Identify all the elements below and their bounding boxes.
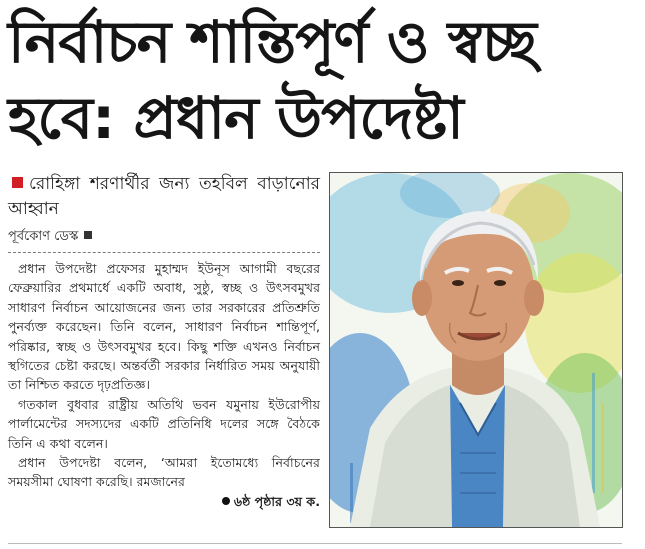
paragraph-3: প্রধান উপদেষ্টা বলেন, ‘আমরা ইতোমধ্যে নির্বাচনের সময়সীমা ঘোষণা করেছি। রমজানের [8,455,320,490]
byline-text: পূর্বকোণ ডেস্ক [8,229,79,244]
subheadline [8,172,320,222]
bottom-divider [8,543,622,544]
byline-square-icon [84,231,92,239]
continuation-note [8,492,320,511]
portrait-illustration [329,172,623,528]
article-column [8,172,320,544]
paragraph-1: প্রধান উপদেষ্টা প্রফেসর মুহাম্মদ ইউনূস আগামী বছরের ফেব্রুয়ারির প্রথমার্ধে একটি অবাধ, সুষ্ঠু, স্বচ্ছ ও উৎসবমুখর সাধারণ নির্বাচন আয়োজনের জন্য তার সরকারের প্রতিশ্রুতি পুনর্ব্যক্ত করেছেন। তিনি বলেন, সাধারণ নির্বাচন শান্তিপূর্ণ, পরিষ্কার, স্বচ্ছ ও উৎসবমুখর হবে। কিছু শক্তি এখনও নির্বাচন স্থগিতের চেষ্টা করছে। অন্তর্বর্তী সরকার নির্ধারিত সময় অনুযায়ী তা নিশ্চিত করতে দৃঢ়প্রতিজ্ঞ। [8,261,320,393]
byline [8,228,320,246]
headline-line-2: হবে: প্রধান উপদেষ্টা [8,84,463,152]
red-square-icon [12,177,23,188]
article-body [8,259,320,492]
paragraph-2: গতকাল বুধবার রাষ্ট্রীয় অতিথি ভবন যমুনায় ইউরোপীয় পার্লামেন্টের সদস্যদের একটি প্রতিনিধি দলের সঙ্গে বৈঠকে তিনি এ কথা বলেন। [8,396,320,451]
divider [8,252,320,253]
headline-line-1: নির্বাচন শান্তিপূর্ণ ও স্বচ্ছ [8,8,536,76]
subheadline-text: রোহিঙ্গা শরণার্থীর জন্য তহবিল বাড়ানোর আহ্বান [8,174,320,219]
bullet-icon [222,497,230,505]
watercolor-portrait [330,173,622,527]
continuation-text: ৬ষ্ঠ পৃষ্ঠার ৩য় ক. [233,493,320,509]
headline [8,4,638,156]
